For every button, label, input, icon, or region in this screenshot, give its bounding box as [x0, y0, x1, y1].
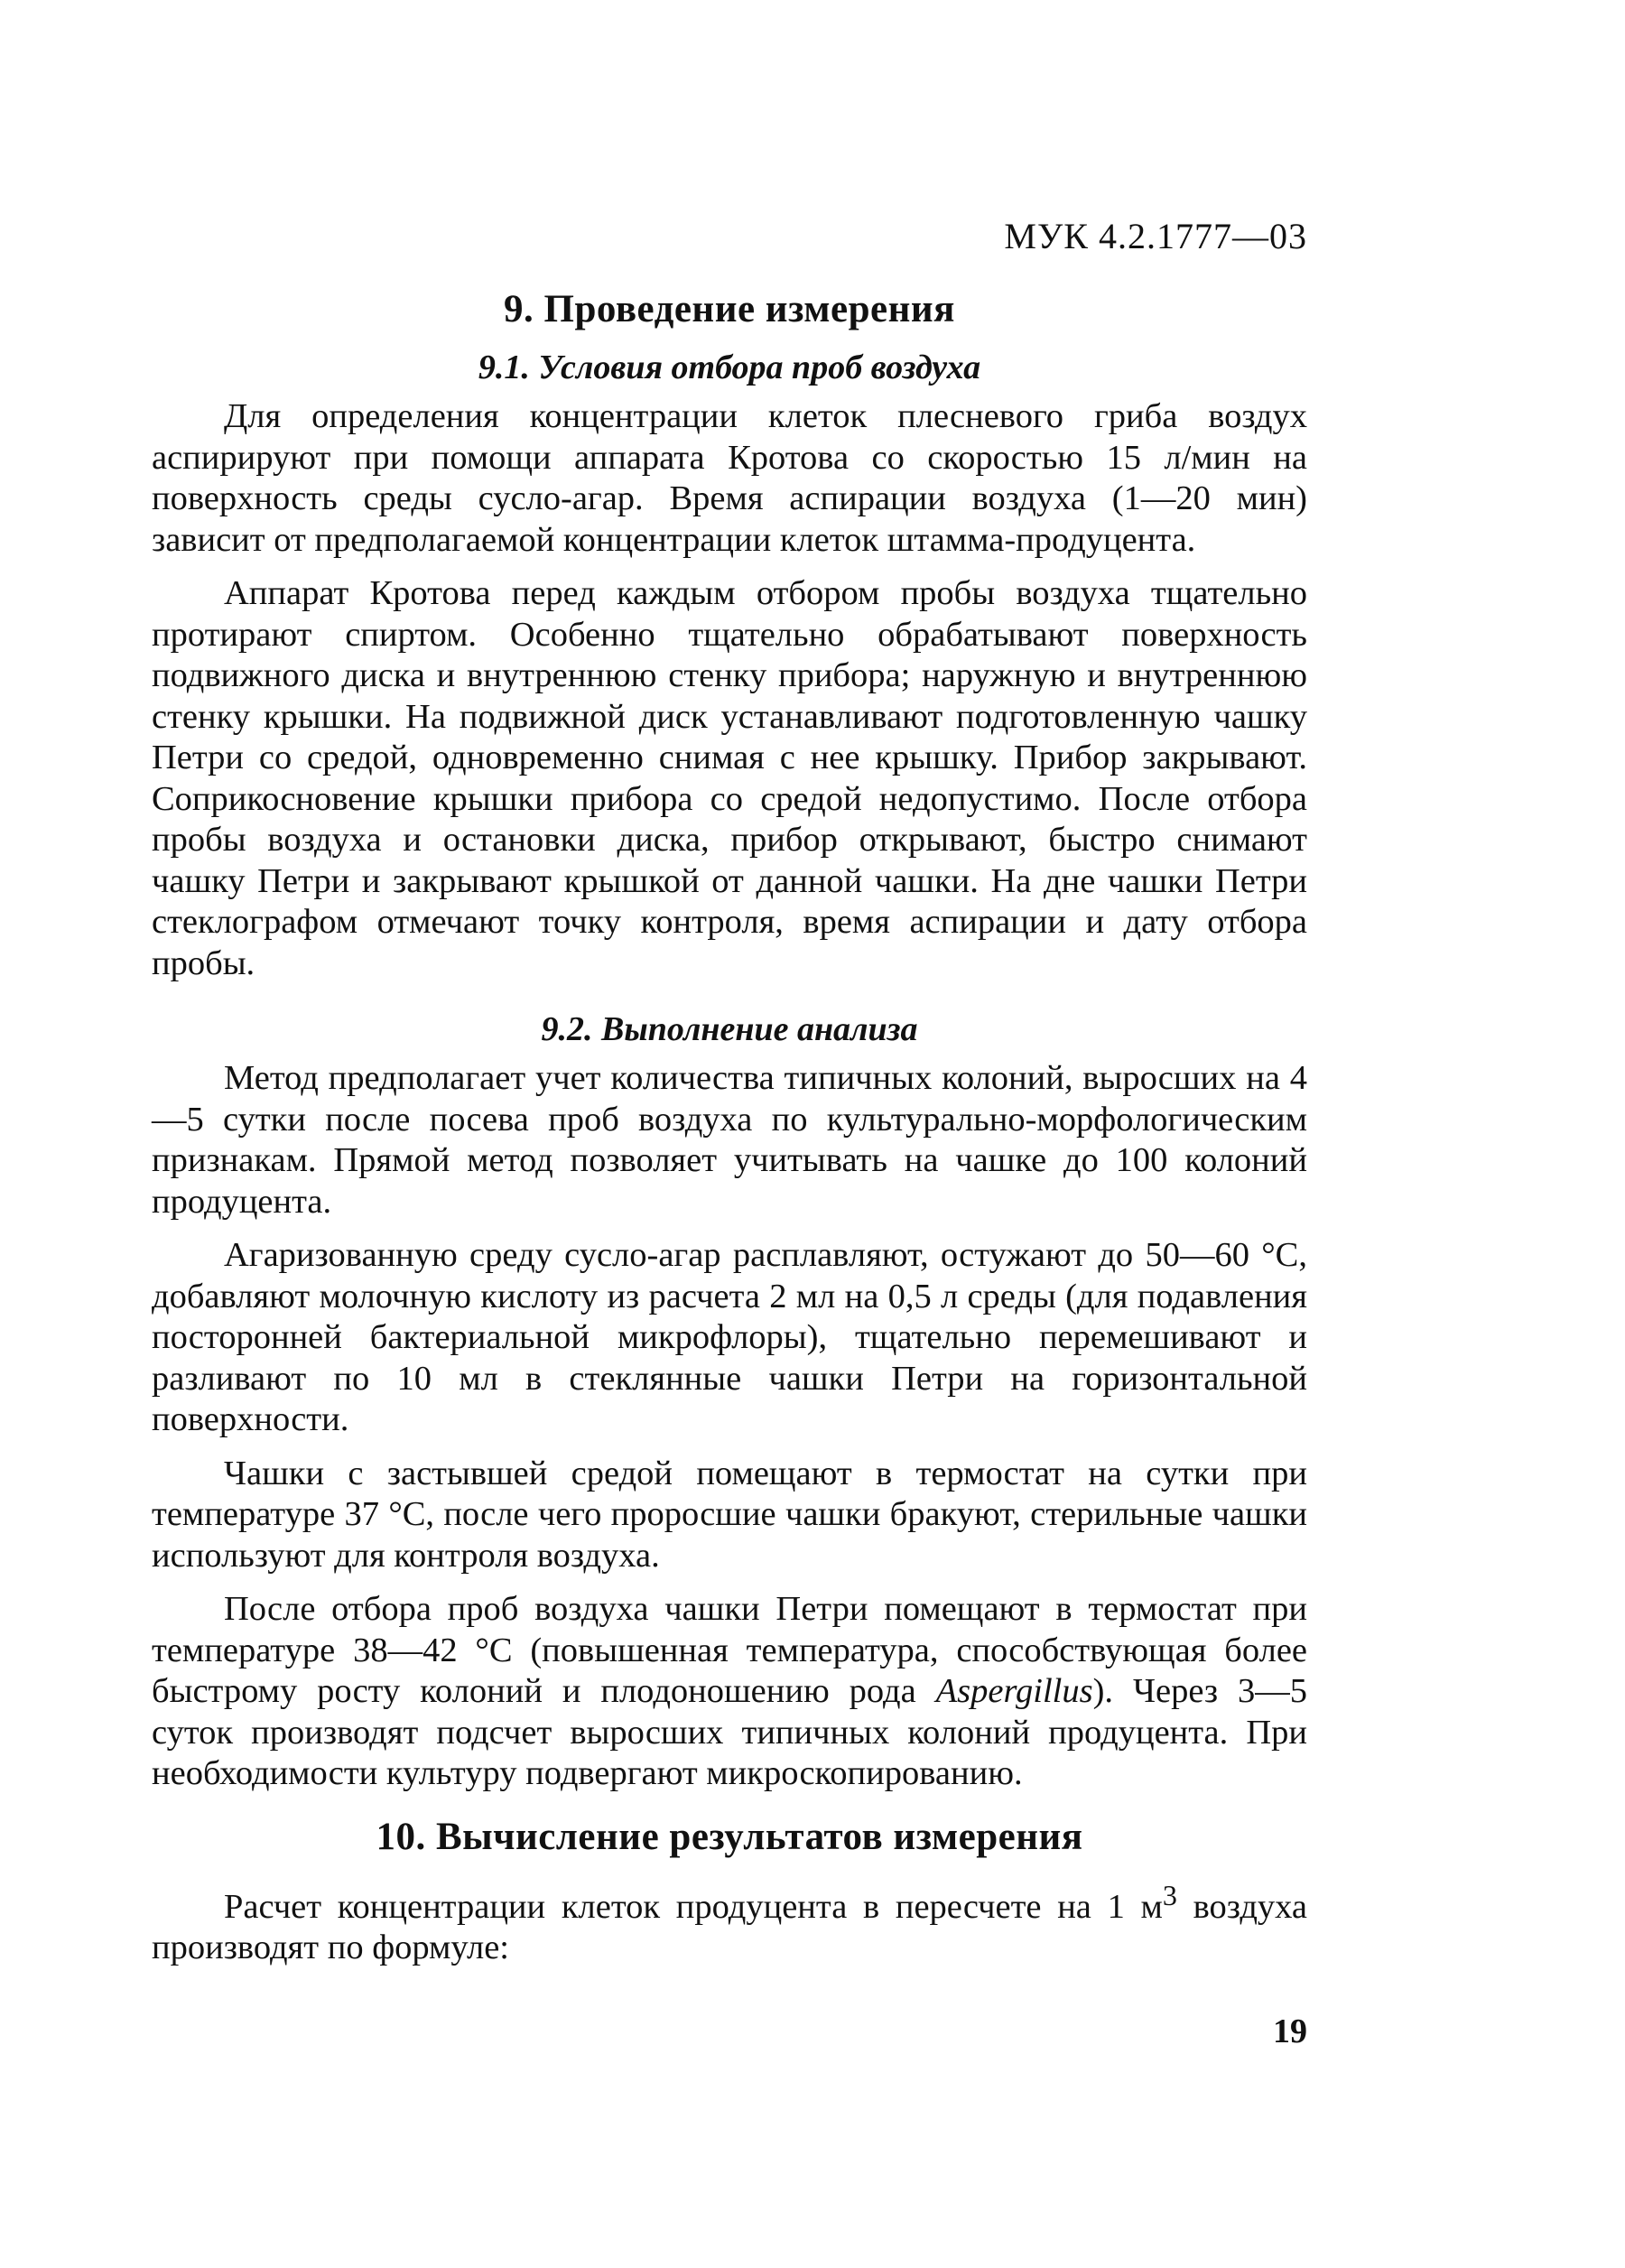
page-content — [152, 287, 1307, 1968]
paragraph-9-2-2: Агаризованную среду сусло-агар расплавляют, остужают до 50—60 °С, добавляют молочную кислоту из расчета 2 мл на 0,5 л среды (для подавления посторонней бактериальной микрофлоры), тщательно перемешивают и разливают по 10 мл в стеклянные чашки Петри на горизонтальной поверхности. — [152, 1236, 1307, 1438]
section-9-heading: 9. Проведение измерения — [504, 288, 955, 330]
paragraph-9-2-3: Чашки с застывшей средой помещают в термостат на сутки при температуре 37 °С, после чего проросшие чашки бракуют, стерильные чашки используют для контроля воздуха. — [152, 1454, 1307, 1575]
genus-name: Aspergillus — [935, 1672, 1093, 1710]
paragraph-9-1-2: Аппарат Кротова перед каждым отбором пробы воздуха тщательно протирают спиртом. Особенно тщательно обрабатывают поверхность подвижного диска и внутреннюю стенку прибора; наружную и внутреннюю стенку крышки. На подвижной диск устанавливают подготовленную чашку Петри со средой, одновременно снимая с нее крышку. Прибор закрывают. Соприкосновение крышки прибора со средой недопустимо. После отбора пробы воздуха и остановки диска, прибор открывают, быстро снимают чашку Петри и закрывают крышкой от данной чашки. На дне чашки Петри стеклографом отмечают точку контроля, время аспирации и дату отбора пробы. — [152, 574, 1307, 982]
subsection-9-2-heading: 9.2. Выполнение анализа — [541, 1010, 918, 1048]
section-10-heading: 10. Вычисление результатов измерения — [376, 1815, 1083, 1858]
paragraph-9-1-1: Для определения концентрации клеток плесневого гриба воздух аспирируют при помощи аппарата Кротова со скоростью 15 л/мин на поверхность среды сусло-агар. Время аспирации воздуха (1—20 мин) зависит от предполагаемой концентрации клеток штамма-продуцента. — [152, 397, 1307, 559]
paragraph-9-2-1: Метод предполагает учет количества типичных колоний, выросших на 4—5 сутки после посева проб воздуха по культурально-морфологическим признакам. Прямой метод позволяет учитывать на чашке до 100 колоний продуцента. — [152, 1059, 1307, 1221]
document-code: МУК 4.2.1777—03 — [1004, 216, 1307, 256]
cubic-superscript: 3 — [1162, 1878, 1177, 1911]
page-number: 19 — [1273, 2012, 1307, 2050]
subsection-9-1-heading: 9.1. Условия отбора проб воздуха — [478, 349, 981, 386]
paragraph-9-2-4-text-start: После отбора проб воздуха чашки Петри помещают в термостат при температуре 38—42 °С (повышенная температура, способствующая более быстрому росту колоний и плодоношению рода — [152, 1590, 1307, 1710]
paragraph-10-1-text-start: Расчет концентрации клеток продуцента в пересчете на 1 м — [224, 1887, 1163, 1926]
paragraph-10-1 — [152, 1875, 1307, 1969]
paragraph-10-1-text-end: воздуха производят по формуле: — [152, 1887, 1307, 1966]
paragraph-9-2-4 — [152, 1589, 1307, 1795]
paragraph-9-2-4-text-end: ). Через 3—5 суток производят подсчет выросших типичных колоний продуцента. При необходимости культуру подвергают микроскопированию. — [152, 1672, 1307, 1792]
